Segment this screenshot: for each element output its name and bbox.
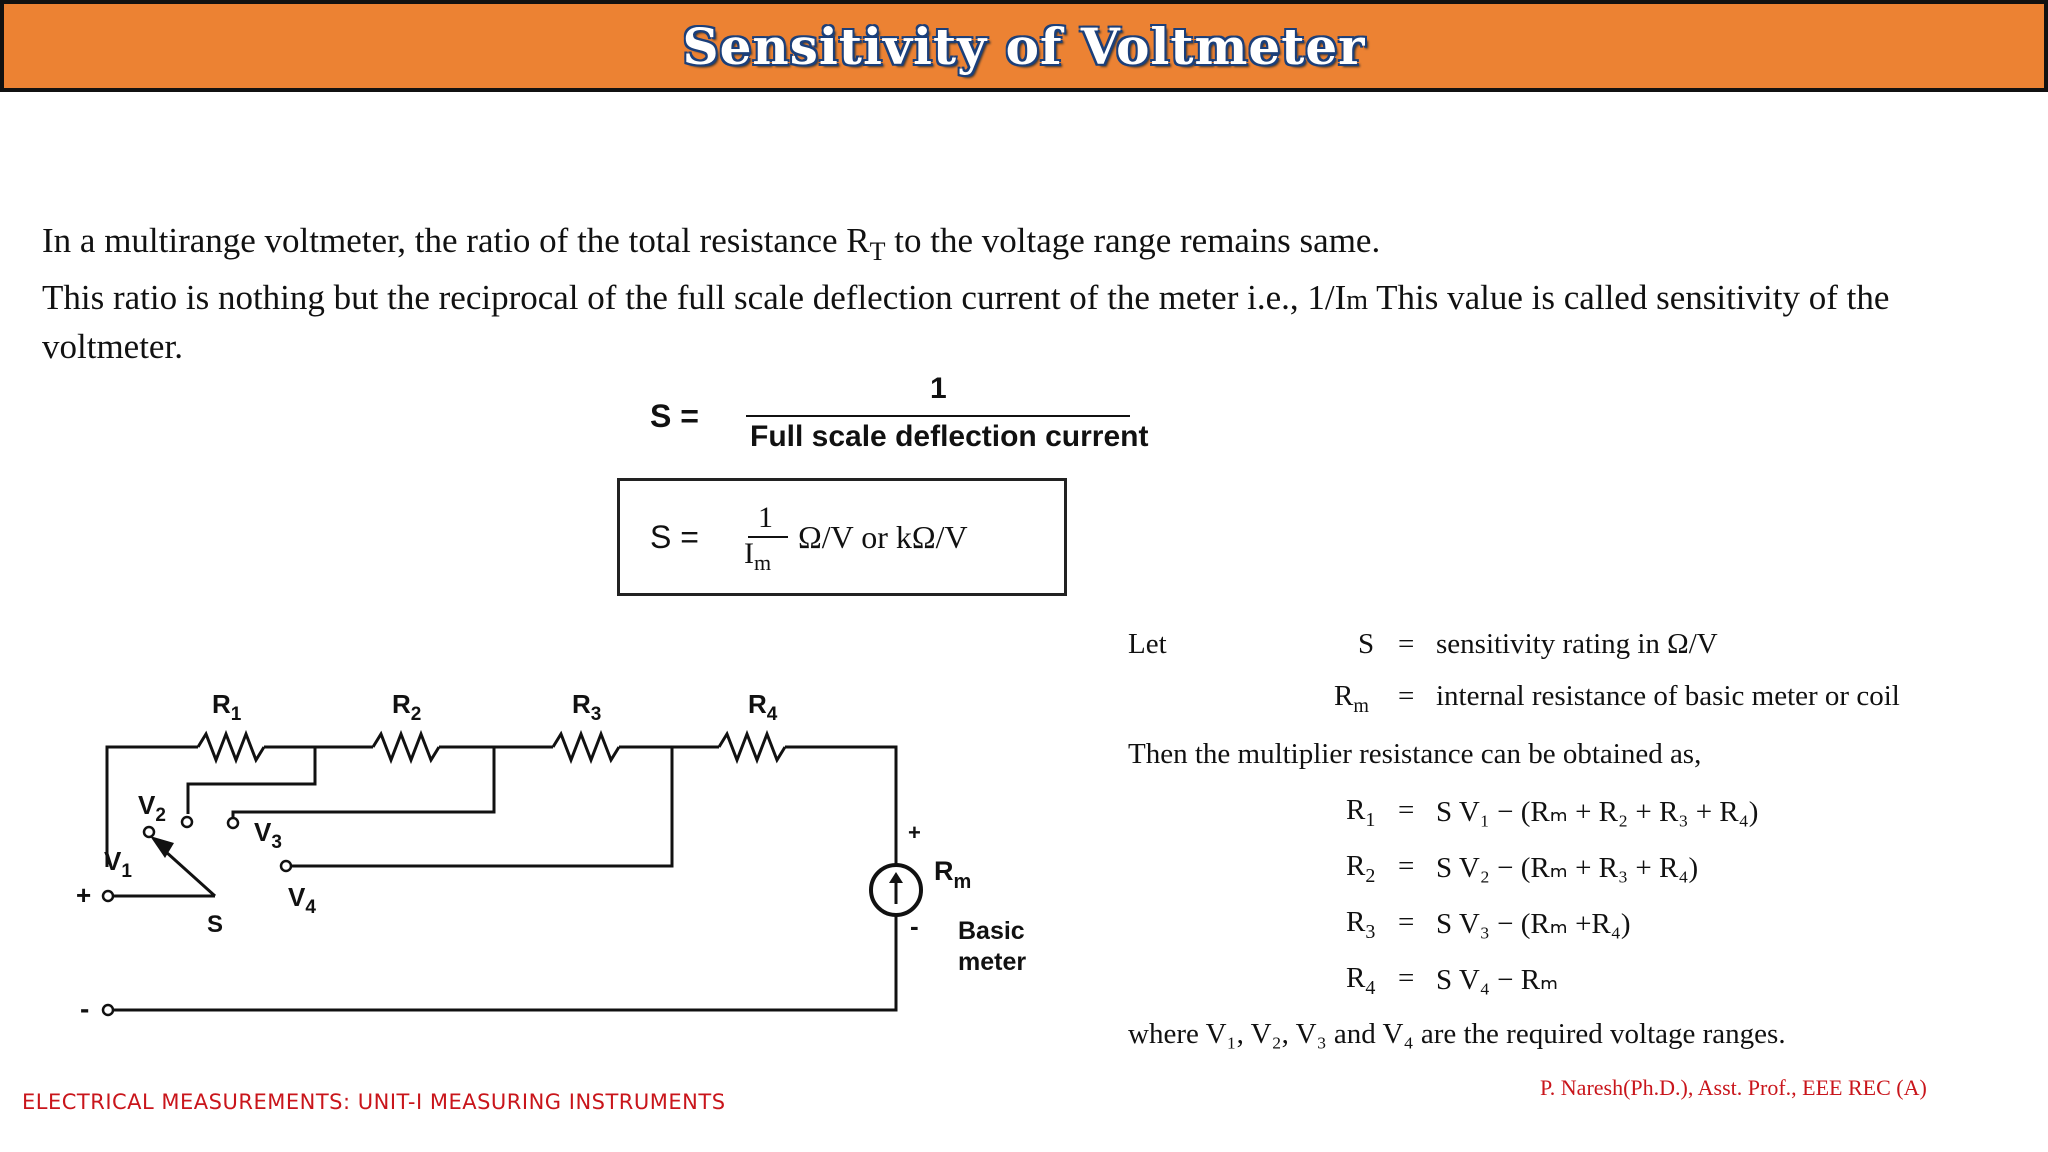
boxed-sensitivity-formula xyxy=(617,478,1067,596)
multirange-voltmeter-circuit xyxy=(70,680,1050,1040)
rm-definition: internal resistance of basic meter or coil xyxy=(1436,680,1900,712)
r4-symbol: $R_4$ xyxy=(1346,962,1376,999)
intro-line-1-end: to the voltage range remains same. xyxy=(885,221,1381,260)
equals-sign: = xyxy=(1398,962,1415,994)
rm-symbol: $R_m$ xyxy=(1334,680,1369,717)
im-subscript: m xyxy=(754,550,772,575)
s-symbol: S xyxy=(1358,628,1375,660)
footer-author: P. Naresh(Ph.D.), Asst. Prof., EEE REC (A) xyxy=(1540,1075,1927,1100)
terminal-v3 xyxy=(228,818,238,828)
formula-1-denominator: Full scale deflection current xyxy=(750,420,1149,453)
title-bar xyxy=(0,0,2048,92)
equals-sign: = xyxy=(1398,680,1415,712)
tap-v2-wire xyxy=(188,747,315,814)
intro-line-1-text: In a multirange voltmeter, the ratio of the total resistance R xyxy=(42,221,870,260)
let-label: Let xyxy=(1128,628,1167,660)
formula-1-numerator: 1 xyxy=(930,372,947,405)
im-small: m xyxy=(1346,285,1369,316)
intro-line-2 xyxy=(42,275,2012,370)
r3-expression: S V₃ − (Rₘ +R₄) xyxy=(1436,908,1631,940)
wire-to-meter xyxy=(785,747,896,864)
terminal-v2 xyxy=(182,817,192,827)
then-text: Then the multiplier resistance can be obtained as, xyxy=(1128,738,1702,770)
label-meter: meter xyxy=(958,948,1027,976)
resistor-r2 xyxy=(373,734,439,760)
label-r2: $R_2$ xyxy=(392,689,422,725)
label-r3: $R_3$ xyxy=(572,689,602,725)
label-r4: $R_4$ xyxy=(748,689,778,725)
r2-symbol: $R_2$ xyxy=(1346,850,1376,887)
r2-expression: S V₂ − (Rₘ + R₃ + R₄) xyxy=(1436,852,1699,884)
footer-course-title: ELECTRICAL MEASUREMENTS: UNIT-I MEASURING INSTRUMENTS xyxy=(22,1090,726,1114)
label-plus: + xyxy=(76,880,92,910)
intro-line-2-end: This value is called sensitivity of the voltmeter. xyxy=(42,278,1890,366)
equals-sign: = xyxy=(1398,628,1415,660)
label-v2: $V_2$ xyxy=(138,790,166,826)
page-title: Sensitivity of Voltmeter xyxy=(682,16,1366,76)
equals-sign: = xyxy=(1398,794,1415,826)
equals-sign: = xyxy=(1398,906,1415,938)
resistor-r1 xyxy=(198,734,264,760)
resistor-r4 xyxy=(719,734,785,760)
formula-2-denominator xyxy=(744,537,771,576)
r3-symbol: $R_3$ xyxy=(1346,906,1376,943)
rt-subscript: T xyxy=(869,237,886,266)
label-r1: $R_1$ xyxy=(212,689,242,725)
switch-arm xyxy=(165,851,215,896)
resistor-r3 xyxy=(553,734,619,760)
label-v1: $V_1$ xyxy=(104,846,132,882)
fraction-bar xyxy=(746,415,1130,417)
where-text: where V₁, V₂, V₃ and V₄ are the required voltage ranges. xyxy=(1128,1018,1786,1050)
label-basic: Basic xyxy=(958,917,1025,945)
label-meter-minus: - xyxy=(910,911,919,941)
label-meter-plus: + xyxy=(908,820,921,845)
terminal-v1 xyxy=(144,827,154,837)
intro-line-1 xyxy=(42,218,2012,275)
label-v3: $V_3$ xyxy=(254,817,282,853)
r1-symbol: $R_1$ xyxy=(1346,794,1376,831)
r4-expression: S V₄ − Rₘ xyxy=(1436,964,1559,996)
label-switch: S xyxy=(207,911,224,938)
label-v4: $V_4$ xyxy=(288,882,316,918)
terminal-minus xyxy=(103,1005,113,1015)
tap-v4-wire xyxy=(286,747,672,866)
terminal-plus xyxy=(103,891,113,901)
label-minus: - xyxy=(80,993,90,1024)
im-symbol: I xyxy=(744,537,754,570)
formula-2-numerator: 1 xyxy=(758,501,773,534)
intro-paragraph xyxy=(42,218,2012,370)
equals-sign: = xyxy=(1398,850,1415,882)
r1-expression: S V₁ − (Rₘ + R₂ + R₃ + R₄) xyxy=(1436,796,1759,828)
meter-to-ground xyxy=(112,916,896,1010)
formula-1-lhs: S = xyxy=(650,398,699,434)
formula-2-lhs: S = xyxy=(650,519,699,555)
intro-line-2-text: This ratio is nothing but the reciprocal of the full scale deflection current of the meter i.e., 1/I xyxy=(42,278,1347,317)
label-rm: $R_m$ xyxy=(934,856,972,893)
s-definition: sensitivity rating in Ω/V xyxy=(1436,628,1718,660)
terminal-v4 xyxy=(281,861,291,871)
formula-2-unit: Ω/V or kΩ/V xyxy=(798,519,968,555)
sensitivity-formula xyxy=(650,372,1149,462)
